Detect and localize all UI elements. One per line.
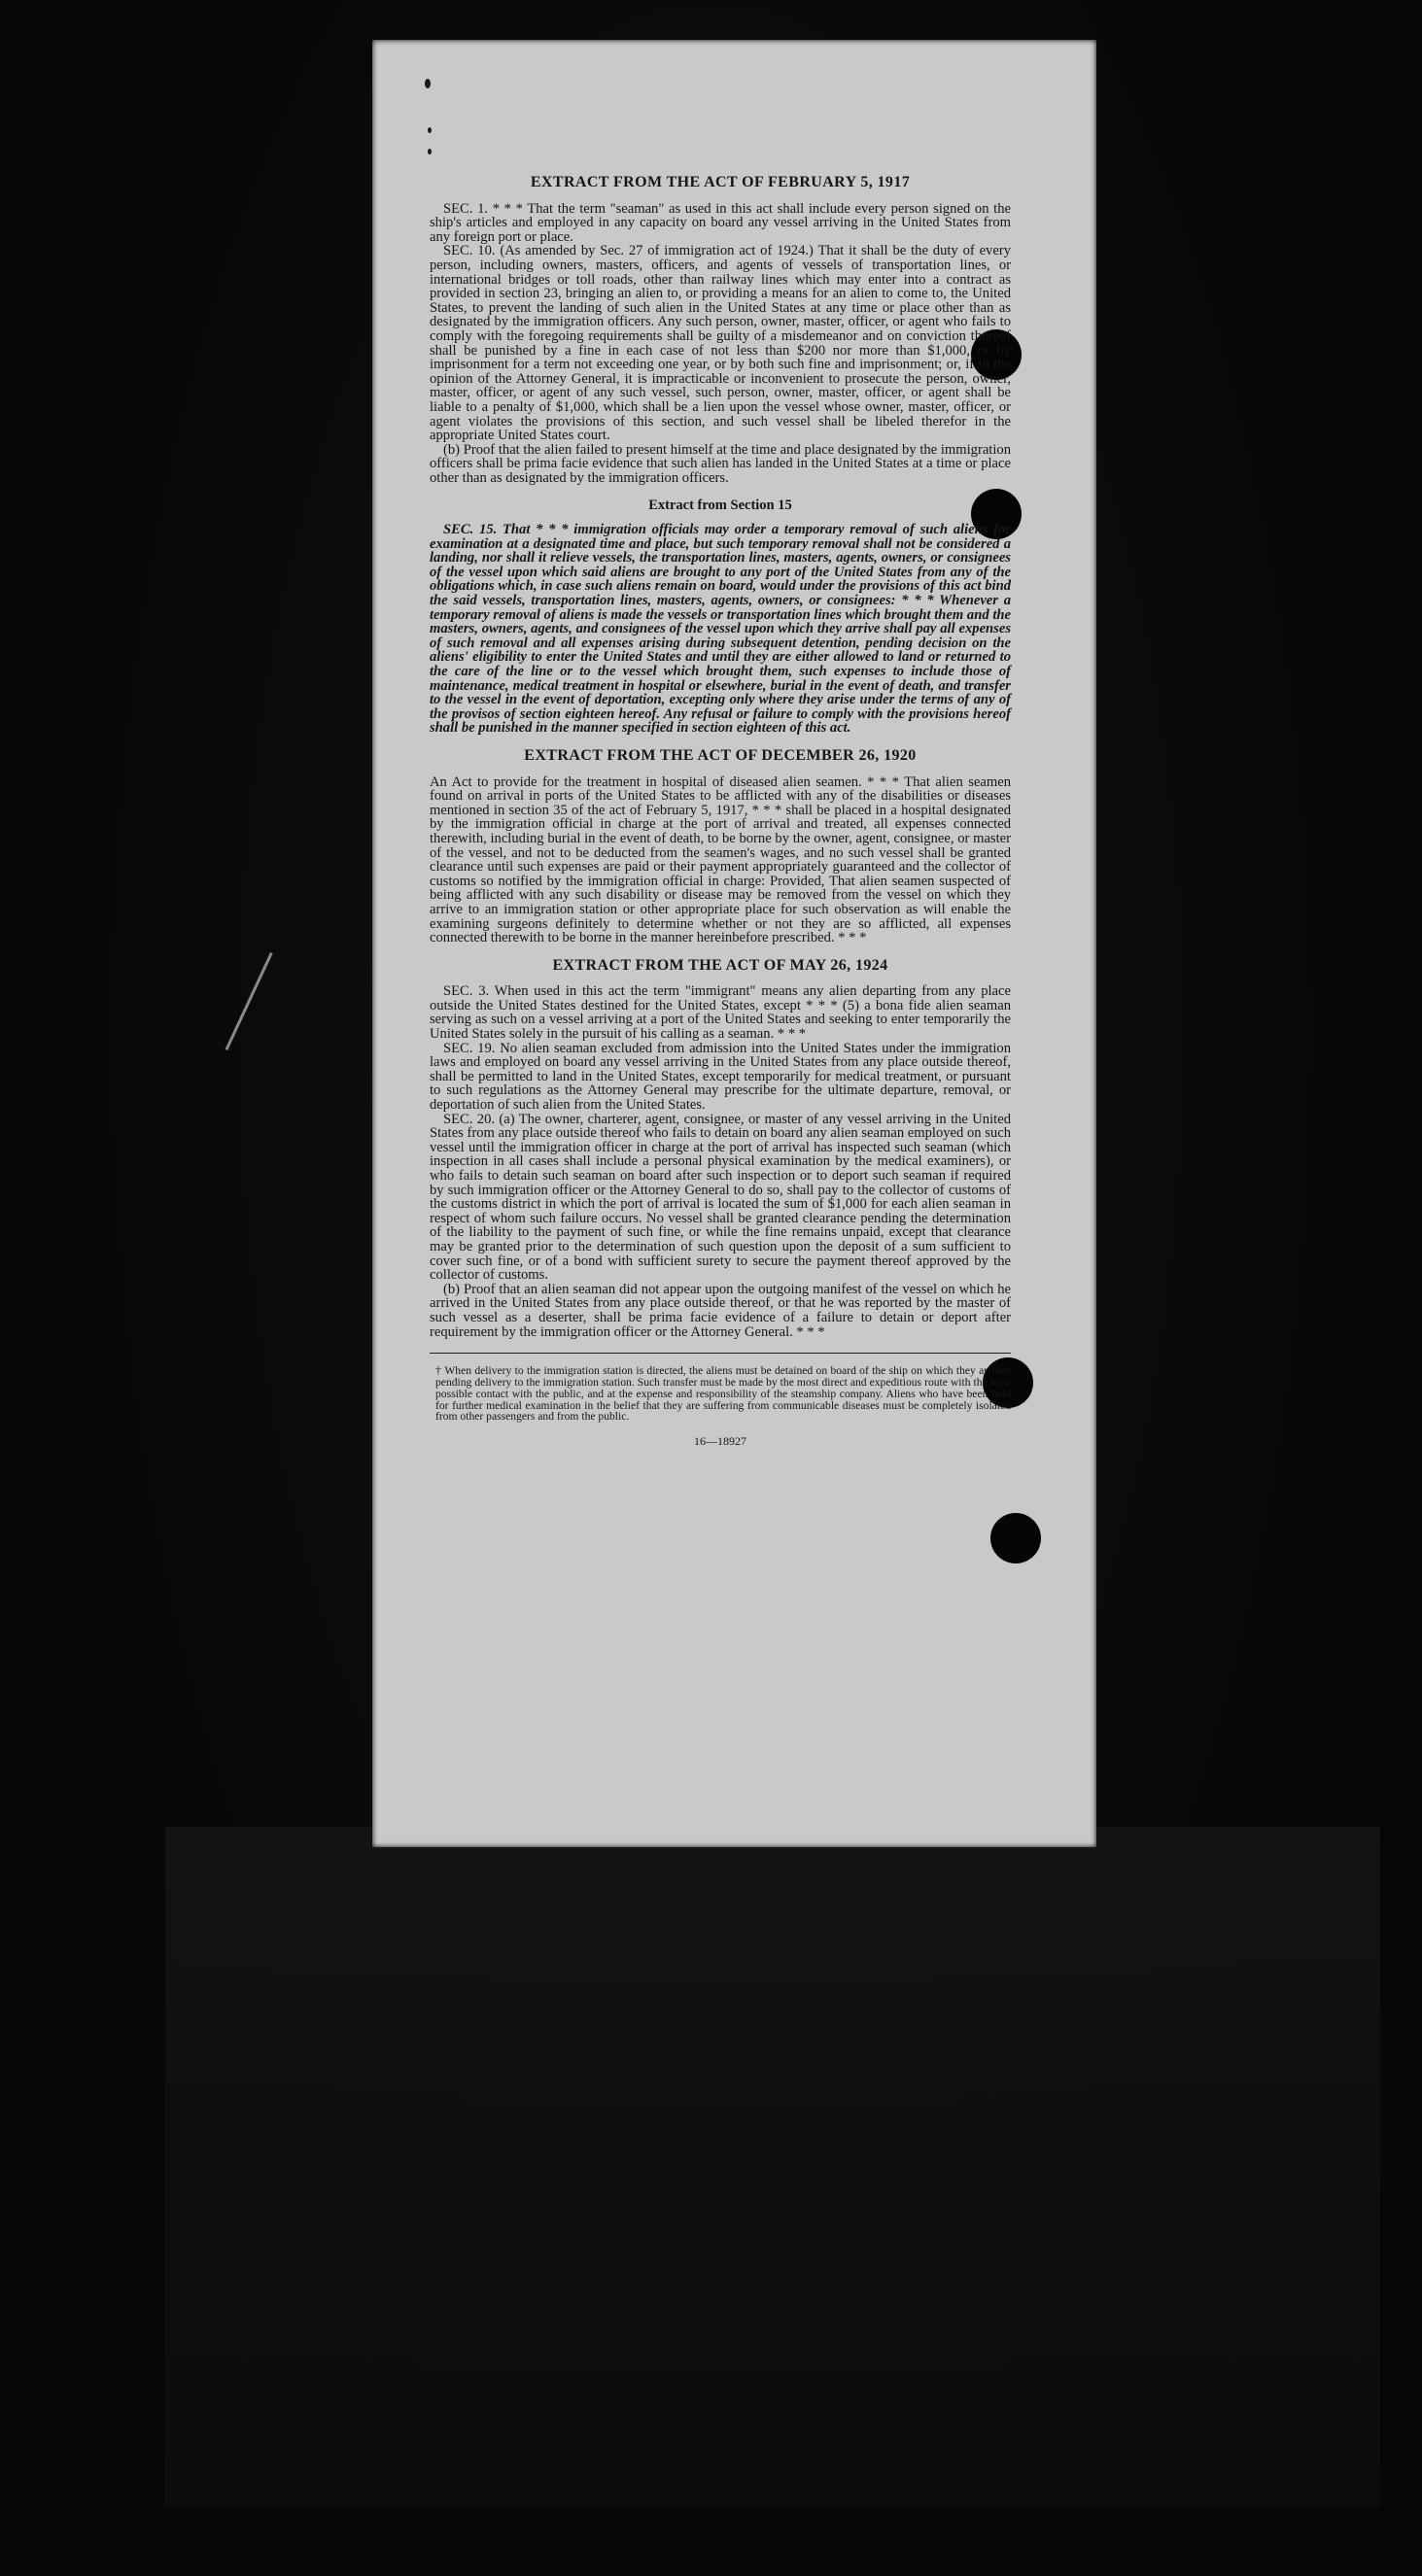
section-heading: EXTRACT FROM THE ACT OF DECEMBER 26, 1920 <box>524 746 917 764</box>
paragraph: (b) Proof that the alien failed to present himself at the time and place designated by the immigration officers shall be prima facie evidence that such alien has landed in the United States at a time or place other than as designated by the immigration officers. <box>430 441 1011 486</box>
film-background-band <box>165 1827 1380 2507</box>
paragraph: SEC. 19. No alien seaman excluded from admission into the United States under the immigration laws and employed on board any vessel arriving in the United States from any place outside thereof, shall be permitted to land in the United States, except temporarily for medical treatment, or pursuant to such regulations as the Attorney General may prescribe for the ultimate departure, removal, or deportation of such alien from the United States. <box>430 1040 1011 1114</box>
margin-speck <box>428 127 432 133</box>
paragraph: An Act to provide for the treatment in hospital of diseased alien seamen. * * * That alien seamen found on arrival in ports of the United States to be afflicted with any of the disabilities or diseases mentioned in section 35 of the act of February 5, 1917, * * * shall be placed in a hospital designated by the immigration official in charge at the port of arrival and treated, all expenses connected therewith, including burial in the event of death, to be borne by the owner, agent, consignee, or master of the vessel, and not to be deducted from the seamen's wages, and no such vessel shall be granted clearance until such expenses are paid or their payment appropriately guaranteed and the collector of customs so notified by the immigration official in charge: Provided, That alien seamen suspected of being afflicted with any such disability or disease may be removed from the vessel on which they arrive to an immigration station or other appropriate place for such observation as will enable the examining surgeons definitely to determine whether or not they are so afflicted, all expenses connected therewith to be borne in the manner hereinbefore prescribed. * * * <box>430 773 1011 946</box>
section-act-dec-1920 <box>430 746 1011 946</box>
paragraph: SEC. 15. That * * * immigration officials may order a temporary removal of such aliens for examination at a designated time and place, but such temporary removal shall not be considered a landing, nor shall it relieve vessels, the transportation lines, masters, agents, owners, or consignees of the vessel upon which said aliens are brought to any port of the United States from any of the obligations which, in case such aliens remain on board, would under the provisions of this act bind the said vessels, transportation lines, masters, agents, owners, or consignees: * * * Whenever a temporary removal of aliens is made the vessels or transportation lines which brought them and the masters, owners, agents, and consignees of the vessel upon which they arrive shall pay all expenses of such removal and all expenses arising during subsequent detention, pending decision on the aliens' eligibility to enter the United States and until they are either allowed to land or returned to the care of the line or to the vessel which brought them, such expenses to include those of maintenance, medical treatment in hospital or elsewhere, burial in the event of death, and transfer to the vessel in the event of deportation, excepting only where they arise under the terms of any of the provisos of section eighteen hereof. Any refusal or failure to comply with the provisions hereof shall be punished in the manner specified in section eighteen of this act. <box>430 522 1011 737</box>
section-act-may-1924 <box>430 956 1011 1340</box>
document-body <box>430 176 1011 1449</box>
paragraph: SEC. 3. When used in this act the term "immigrant" means any alien departing from any place outside the United States destined for the United States, except * * * (5) a bona fide alien seaman serving as such on a vessel arriving at a port of the United States and seeking to enter temporarily the United States solely in the pursuit of his calling as a seaman. * * * <box>430 983 1011 1043</box>
paragraph: SEC. 1. * * * That the term "seaman" as used in this act shall include every person signed on the ship's articles and employed in any capacity on board any vessel arriving in the United States from any foreign port or place. <box>430 200 1011 245</box>
document-page <box>372 40 1096 1847</box>
footnote: † When delivery to the immigration station is directed, the aliens must be detained on board of the ship on which they arrived pending delivery to the immigration station. Such transfer must be made by the most direct and expeditious route with the least possible contact with the public, and at the expense and responsibility of the steamship company. Aliens who have been held for further medical examination in the belief that they are suffering from communicable diseases must be completely isolated from other passengers and from the public. <box>435 1364 1011 1424</box>
paragraph: SEC. 10. (As amended by Sec. 27 of immigration act of 1924.) That it shall be the duty of every person, including owners, masters, officers, and agents of vessels of transportation lines, or international bridges or toll roads, other than railway lines which may enter into a contract as provided in section 23, bringing an alien to, or providing a means for an alien to come to, the United States, to prevent the landing of such alien in the United States at any time or place other than as designated by the immigration officers. Any such person, owner, master, officer, or agent who fails to comply with the foregoing requirements shall be guilty of a misdemeanor and on conviction thereof shall be punished by a fine in each case of not less than $200 nor more than $1,000, or by imprisonment for a term not exceeding one year, or by both such fine and imprisonment; or, if in the opinion of the Attorney General, it is impracticable or inconvenient to prosecute the person, owner, master, officer, or agent of any such vessel, such person, owner, master, officer, or agent shall be liable to a penalty of $1,000, which shall be a lien upon the vessel whose owner, master, officer, or agent violates the provisions of this section, and such vessel shall be libeled therefor in the appropriate United States court. <box>430 243 1011 444</box>
section-heading: EXTRACT FROM THE ACT OF MAY 26, 1924 <box>552 956 888 974</box>
punch-hole <box>990 1513 1041 1563</box>
paragraph: (b) Proof that an alien seaman did not appear upon the outgoing manifest of the vessel on which he arrived in the United States from any place outside thereof, or that he was reported by the master of such vessel as a deserter, shall be prima facie evidence of a failure to detain or deport after requirement by the immigration officer or the Attorney General. * * * <box>430 1281 1011 1340</box>
section-heading: Extract from Section 15 <box>648 498 792 514</box>
section-extract-15 <box>430 498 1011 736</box>
paragraph: SEC. 20. (a) The owner, charterer, agent, consignee, or master of any vessel arriving in the United States from any place outside thereof who fails to detain on board any alien seaman employed on such vessel until the immigration officer in charge at the port of arrival has inspected such seaman (which inspection in all cases shall include a personal physical examination by the medical examiners), or who fails to detain such seaman on board after such inspection or to deport such seaman if required by such immigration officer or the Attorney General to do so, shall pay to the collector of customs of the customs district in which the port of arrival is located the sum of $1,000 for each alien seaman in respect of whom such failure occurs. No vessel shall be granted clearance pending the determination of the liability to the payment of such fine, or while the fine remains unpaid, except that clearance may be granted prior to the determination of such question upon the deposit of a sum sufficient to cover such fine, or of a bond with sufficient surety to secure the payment thereof approved by the collector of customs. <box>430 1111 1011 1284</box>
section-heading: EXTRACT FROM THE ACT OF FEBRUARY 5, 1917 <box>530 174 911 190</box>
footnote-divider <box>430 1353 1011 1354</box>
margin-speck <box>425 79 431 88</box>
section-act-feb-1917 <box>430 176 1011 485</box>
margin-speck <box>428 149 432 155</box>
form-number: 16—18927 <box>694 1434 746 1449</box>
